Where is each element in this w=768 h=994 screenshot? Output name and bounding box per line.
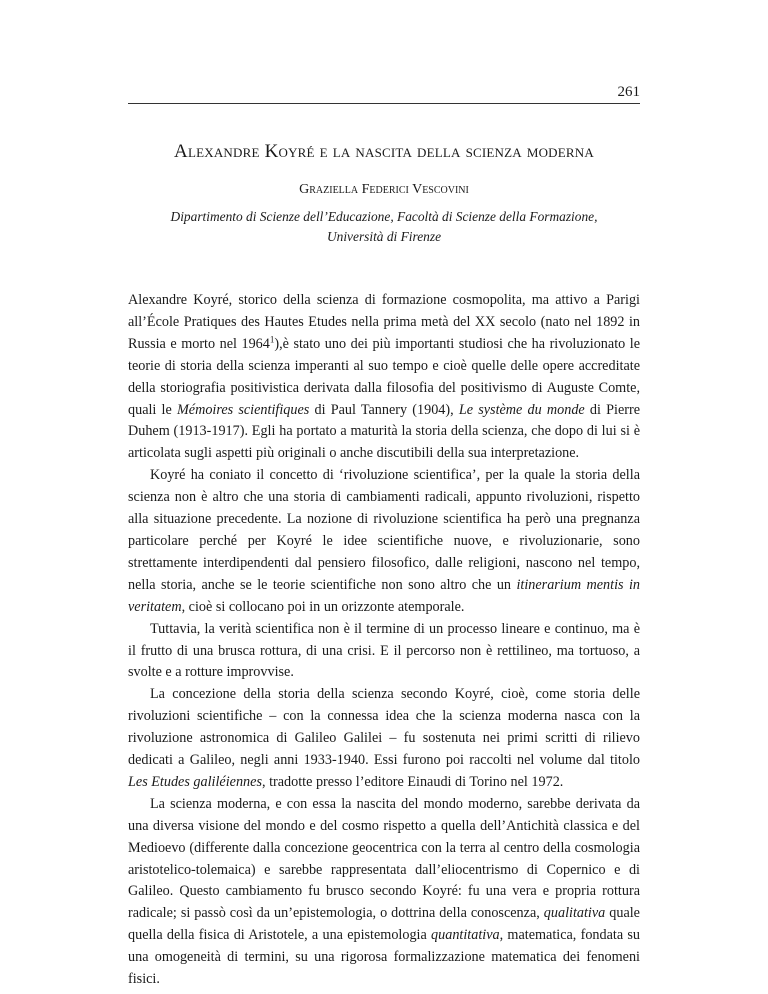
page-number: 261 xyxy=(617,84,640,100)
work-title-etudes: Les Etudes galiléiennes xyxy=(128,773,262,790)
term-quantitativa: quantitativa xyxy=(431,927,500,944)
affiliation-line-1: Dipartimento di Scienze dell’Educazione, Facoltà di Scienze della Formazione, xyxy=(170,209,598,224)
article-body xyxy=(128,290,640,991)
paragraph-5 xyxy=(128,794,640,991)
author-name: Graziella Federici Vescovini xyxy=(299,182,469,197)
paragraph-5-text-c: , matematica, fondata su una omogeneità di termini, su una rigorosa formalizzazione matematica dei fenomeni fisici. xyxy=(128,927,640,988)
paragraph-1-text-d: di Pierre Duhem (1913-1917). Egli ha portato a maturità la storia della scienza, che dopo di lui si è articolata sugli aspetti più originali o anche discutibili della sua interpretazione. xyxy=(128,401,641,462)
paragraph-4-text-b: , tradotte presso l’editore Einaudi di Torino nel 1972. xyxy=(261,773,564,790)
paragraph-2-text-b: , cioè si collocano poi in un orizzonte atemporale. xyxy=(181,598,465,615)
paragraph-3: Tuttavia, la verità scientifica non è il termine di un processo lineare e continuo, ma è il frutto di una brusca rottura, di una crisi. E il percorso non è rettilineo, ma tortuoso, a svolte e a rotture improvvise. xyxy=(128,620,640,681)
footnote-ref-1[interactable]: 1 xyxy=(269,334,275,345)
work-title-memoires: Mémoires scientifiques xyxy=(176,401,310,418)
paragraph-5-text-b: quale quella della fisica di Aristotele, a una epistemologia xyxy=(128,905,640,944)
work-title-systeme: Le système du monde xyxy=(458,401,585,418)
paragraph-4-text-a: La concezione della storia della scienza secondo Koyré, cioè, come storia delle rivoluzioni scientifiche – con la connessa idea che la scienza moderna nasca con la rivoluzione astronomica di Galileo Galilei – fu sostenuta nei primi scritti di rilievo dedicati a Galileo, negli anni 1933-1940. Essi furono poi raccolti nel volume dal titolo xyxy=(128,686,640,769)
paragraph-1-text-a: Alexandre Koyré, storico della scienza di formazione cosmopolita, ma attivo a Parigi all’École Pratiques des Hautes Etudes nella prima metà del XX secolo (nato nel 1892 in Russia e morto nel 1964 xyxy=(128,292,640,352)
header-rule xyxy=(128,103,640,104)
paragraph-1 xyxy=(128,290,640,465)
affiliation-line-2: Università di Firenze xyxy=(326,229,442,244)
term-qualitativa: qualitativa xyxy=(543,905,606,922)
article-title: Alexandre Koyré e la nascita della scienza moderna xyxy=(174,141,594,162)
paragraph-2 xyxy=(128,465,640,618)
paragraph-4 xyxy=(128,684,640,794)
paragraph-1-text-b: ),è stato uno dei più importanti studiosi che ha rivoluzionato le teorie di storia della scienza imperanti al suo tempo e cioè quelle delle opere accreditate della storiografia positivistica derivata dalla filosofia del positivismo di Auguste Comte, quali le xyxy=(128,335,640,418)
latin-phrase: itinerarium mentis in veritatem xyxy=(128,576,641,615)
paragraph-2-text-a: Koyré ha coniato il concetto di ‘rivoluzione scientifica’, per la quale la storia della scienza non è altro che una storia di cambiamenti radicali, appunto rivoluzioni, rispetto alla situazione precedente. La nozione di rivoluzione scientifica ha però una pregnanza particolare perché per Koyré le idee scientifiche nuove, e rivoluzionarie, sono strettamente interdipendenti dal pensiero filosofico, dalle religioni, nascono nel tempo, nella storia, anche se le teorie scientifiche non sono altro che un xyxy=(128,467,640,593)
paragraph-5-text-a: La scienza moderna, e con essa la nascita del mondo moderno, sarebbe derivata da una diversa visione del mondo e del cosmo rispetto a quella dell’Antichità classica e del Medioevo (differente dalla concezione geocentrica con la terra al centro della cosmologia aristotelico-tolemaica) e sarebbe rappresentata dall’eliocentrismo di Copernico e di Galileo. Questo cambiamento fu brusco secondo Koyré: fu una vera e propria rottura radicale; si passò così da un’epistemologia, o dottrina della conoscenza, xyxy=(128,795,640,922)
paragraph-1-text-c: di Paul Tannery (1904), xyxy=(309,401,459,418)
author-affiliation xyxy=(0,207,768,247)
